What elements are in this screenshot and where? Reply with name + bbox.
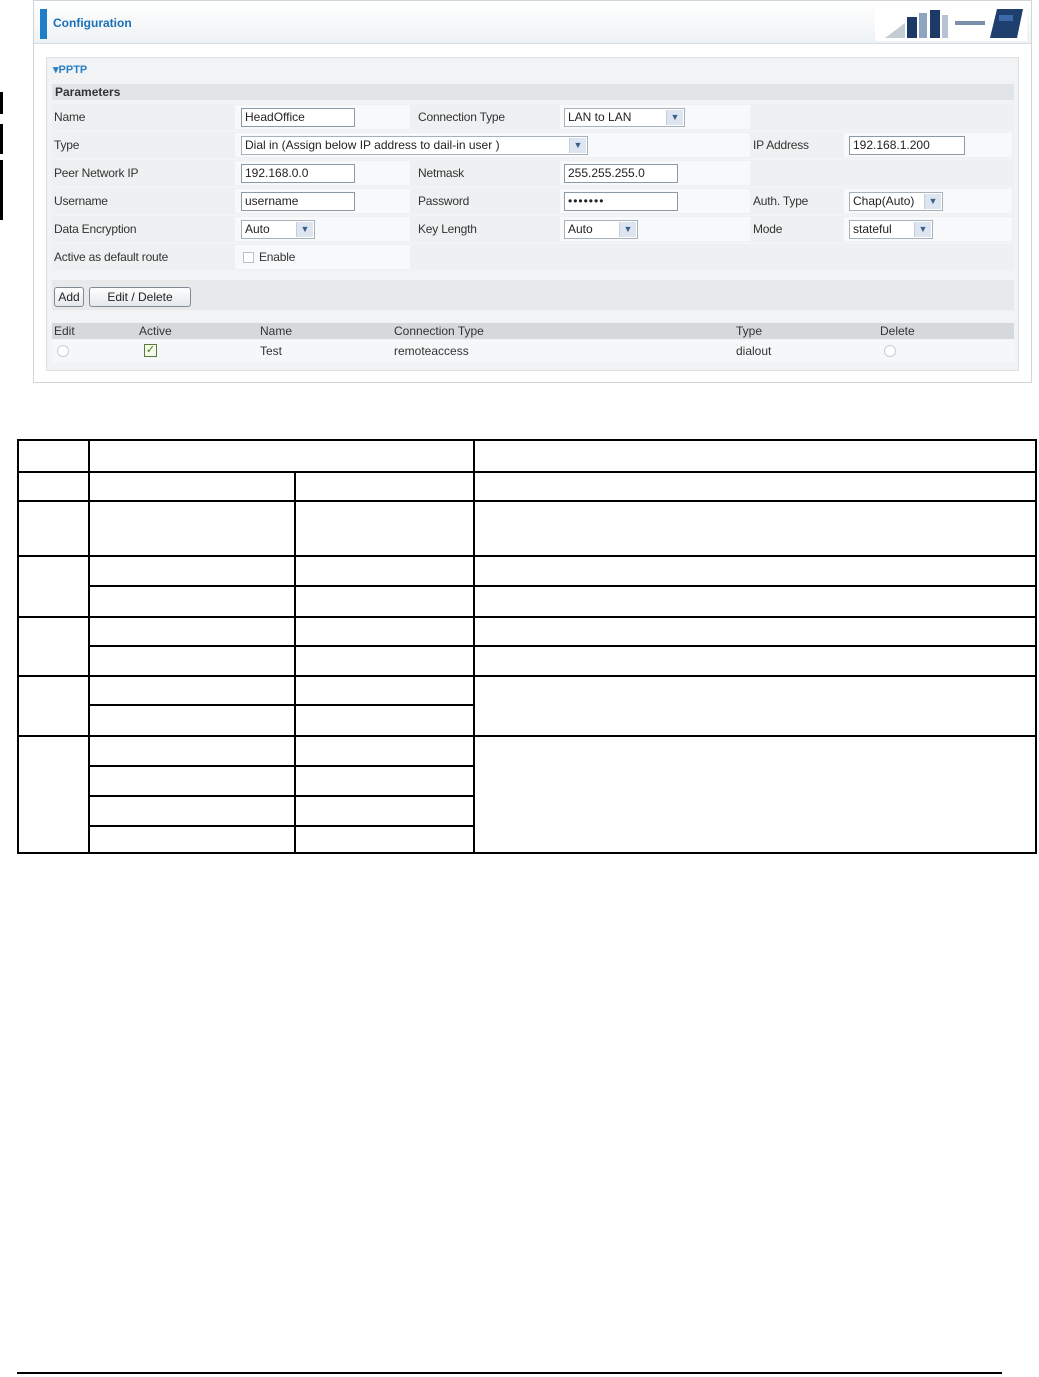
auth-type-label: Auth. Type (753, 194, 809, 208)
edit-radio[interactable] (57, 345, 69, 357)
key-length-value: Auto (568, 222, 593, 236)
name-input[interactable]: HeadOffice (241, 108, 355, 127)
description-table (17, 439, 1037, 854)
mode-value: stateful (853, 222, 892, 236)
header-graphic-icon (875, 5, 1027, 41)
data-encryption-value: Auto (245, 222, 270, 236)
router-config-panel (33, 0, 1032, 383)
margin-bar (0, 160, 3, 220)
edit-delete-button[interactable]: Edit / Delete (89, 287, 191, 307)
netmask-label: Netmask (418, 166, 464, 180)
footer-rule (17, 1372, 1002, 1374)
table-row (52, 340, 1014, 362)
netmask-input[interactable]: 255.255.255.0 (564, 164, 678, 183)
section-title[interactable]: ▾PPTP (53, 64, 88, 76)
chevron-down-icon: ▼ (914, 222, 931, 237)
description-table-grid (17, 439, 1037, 854)
username-input[interactable]: username (241, 192, 355, 211)
chevron-down-icon: ▼ (569, 138, 586, 153)
key-length-label: Key Length (418, 222, 477, 236)
form-row-username (52, 188, 1014, 214)
peer-network-ip-input[interactable]: 192.168.0.0 (241, 164, 355, 183)
col-active: Active (139, 324, 172, 338)
row-name: Test (260, 344, 283, 358)
chevron-down-icon: ▼ (619, 222, 636, 237)
add-button[interactable]: Add (54, 287, 84, 307)
key-length-select[interactable] (564, 220, 638, 239)
password-input[interactable]: ••••••• (564, 192, 678, 211)
header-accent (40, 9, 47, 39)
form-row-name (52, 104, 1014, 130)
auth-type-value: Chap(Auto) (853, 194, 915, 208)
mode-select[interactable] (849, 220, 933, 239)
default-route-checkbox[interactable] (243, 252, 254, 263)
peer-network-ip-label: Peer Network IP (54, 166, 139, 180)
form-row-type (52, 132, 1014, 158)
username-label: Username (54, 194, 108, 208)
type-label: Type (54, 138, 80, 152)
col-connection-type: Connection Type (394, 324, 484, 338)
type-select[interactable] (241, 136, 588, 155)
ip-address-label: IP Address (753, 138, 809, 152)
default-route-label: Active as default route (54, 250, 169, 264)
active-checkbox[interactable]: ✓ (145, 344, 156, 356)
ip-address-input[interactable]: 192.168.1.200 (849, 136, 965, 155)
connection-type-value: LAN to LAN (568, 110, 632, 124)
form-row-encryption (52, 216, 1014, 242)
config-header (34, 1, 1031, 44)
data-encryption-select[interactable] (241, 220, 315, 239)
auth-type-select[interactable] (849, 192, 943, 211)
margin-bar (0, 92, 3, 114)
parameters-bar (52, 84, 1014, 100)
page-title: Configuration (53, 16, 132, 30)
button-bar (52, 280, 1014, 310)
form-row-default-route (52, 244, 1014, 270)
connection-type-label: Connection Type (418, 110, 505, 124)
col-delete: Delete (880, 324, 915, 338)
data-encryption-label: Data Encryption (54, 222, 137, 236)
chevron-down-icon: ▼ (666, 110, 683, 125)
delete-radio[interactable] (884, 345, 896, 357)
form-row-peer (52, 160, 1014, 186)
mode-label: Mode (753, 222, 783, 236)
col-edit: Edit (54, 324, 75, 338)
chevron-down-icon: ▼ (296, 222, 313, 237)
row-type: dialout (736, 344, 772, 358)
type-value: Dial in (Assign below IP address to dail-in user ) (245, 138, 500, 152)
parameters-label: Parameters (55, 85, 121, 99)
row-connection-type: remoteaccess (394, 344, 469, 358)
connection-type-select[interactable] (564, 108, 685, 127)
name-label: Name (54, 110, 86, 124)
password-label: Password (418, 194, 470, 208)
table-header (52, 323, 1014, 339)
col-type: Type (736, 324, 763, 338)
enable-label: Enable (259, 250, 296, 264)
chevron-down-icon: ▼ (924, 194, 941, 209)
margin-bar (0, 124, 3, 154)
col-name: Name (260, 324, 293, 338)
pptp-section (46, 57, 1019, 371)
